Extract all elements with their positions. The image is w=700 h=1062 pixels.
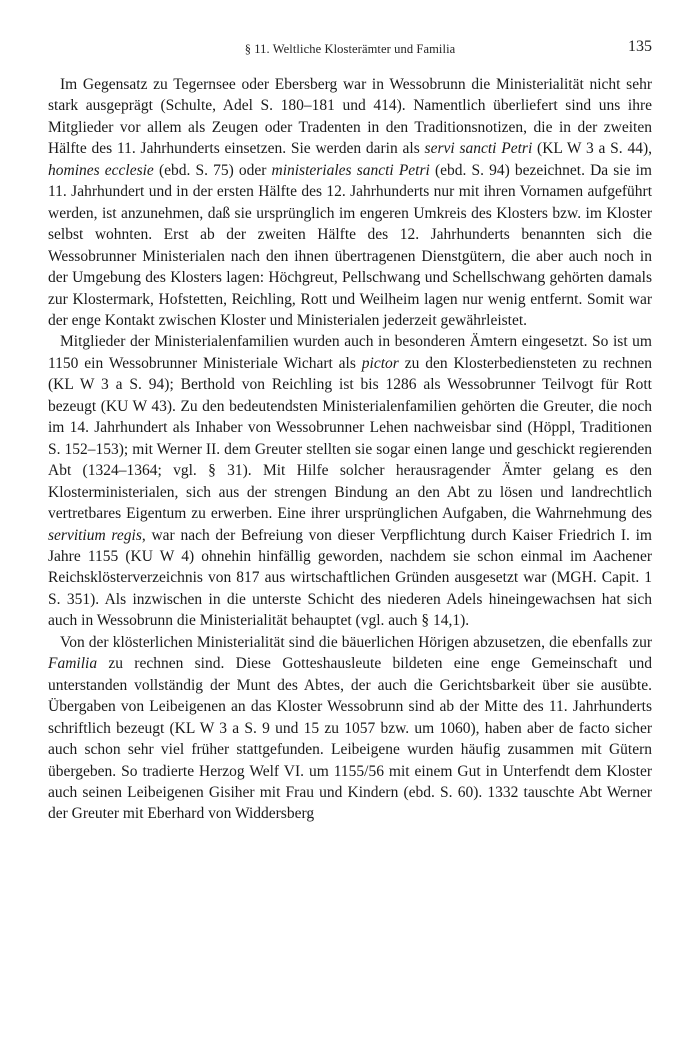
latin-term: servitium regis	[48, 526, 142, 544]
text-run: zu den Klosterbediensteten zu rechnen (KL W 3 a S. 94); Berthold von Reichling ist bis 1286 als Wessobrunner Teilvogt für Rott bezeugt (KU W 43). Zu den bedeutendsten Ministerialenfamilien gehörten die Greuter, die noch im 14. Jahrhundert als Inhaber von Wessobrunner Lehen nachweisbar sind (Höppl, Traditionen S. 152–153); mit Werner II. dem Greuter stellten sie sogar einen lange und geschickt regierenden Abt (1324–1364; vgl. § 31). Mit Hilfe solcher herausragender Ämter gelang es den Klosterministerialen, sich aus der strengen Bindung an den Abt zu lösen und landrechtlich vertretbares Eigentum zu erwerben. Eine ihrer ursprünglichen Aufgaben, die Wahrnehmung des	[48, 354, 652, 523]
text-run: zu rechnen sind. Diese Gotteshausleute bildeten eine enge Gemeinschaft und unterstanden vollständig der Munt des Abtes, der auch die Gerichtsbarkeit über sie ausübte. Übergaben von Leibeigenen an das Kloster Wessobrunn sind ab der Mitte des 11. Jahrhunderts schriftlich bezeugt (KL W 3 a S. 9 und 15 zu 1057 bzw. um 1060), haben aber de facto sicher auch schon sehr viel früher stattgefunden. Leibeigene wurden häufig zusammen mit Gütern übergeben. So tradierte Herzog Welf VI. um 1155/56 mit einem Gut in Unterfendt dem Kloster auch seinen Leibeigenen Gisiher mit Frau und Kindern (ebd. S. 60). 1332 tauschte Abt Werner der Greuter mit Eberhard von Widdersberg	[48, 655, 652, 823]
paragraph-offices	[48, 331, 652, 631]
latin-term: homines ecclesie	[48, 161, 154, 179]
text-run: Von der klösterlichen Ministerialität sind die bäuerlichen Hörigen abzusetzen, die ebenfalls zur	[60, 633, 652, 651]
latin-term: Familia	[48, 655, 98, 673]
text-run: , war nach der Befreiung von dieser Verpflichtung durch Kaiser Friedrich I. im Jahre 1155 (KU W 4) ohnehin hinfällig geworden, nachdem sie schon einmal im Aachener Reichsklösterverzeichnis von 817 aus wirtschaftlichen Gründen ausgesetzt war (MGH. Capit. 1 S. 351). Als inzwischen in die unterste Schicht des niederen Adels hineingewachsen hat sich auch in Wessobrunn die Ministerialität behauptet (vgl. auch § 14,1).	[48, 526, 652, 630]
latin-term: ministeriales sancti Petri	[271, 161, 430, 179]
latin-term: servi sancti Petri	[424, 140, 533, 158]
running-head	[48, 38, 652, 60]
text-run: Im Gegensatz zu Tegernsee oder Ebersberg war in Wessobrunn die Ministerialität nicht sehr stark ausgeprägt (Schulte, Adel S. 180–181 und 414). Namentlich überliefert sind uns ihre Mitglieder vor allem als Zeugen oder Tradenten in den Traditionsnotizen, die in der zweiten Hälfte des 11. Jahrhunderts einsetzen. Sie werden darin als	[48, 76, 652, 158]
paragraph-ministeriality	[48, 74, 652, 331]
text-run: (ebd. S. 75) oder	[153, 161, 272, 179]
page-number: 135	[628, 38, 652, 55]
paragraph-familia	[48, 632, 652, 825]
latin-term: pictor	[361, 354, 399, 372]
text-run: Mitglieder der Ministerialenfamilien wurden auch in besonderen Ämtern eingesetzt. So ist um 1150 ein Wessobrunner Ministeriale Wichart als	[48, 333, 652, 372]
body-text	[48, 74, 652, 825]
text-run: (KL W 3 a S. 44),	[532, 140, 652, 158]
text-run: (ebd. S. 94) bezeichnet. Da sie im 11. Jahrhundert und in der ersten Hälfte des 12. Jahrhunderts nur mit ihren Vornamen aufgeführt werden, ist anzunehmen, daß sie ursprünglich im engeren Umkreis des Klosters bzw. im Kloster selbst wohnten. Erst ab der zweiten Hälfte des 12. Jahrhunderts benannten sich die Wessobrunner Ministerialen nach den ihnen übertragenen Dienstgütern, die aber auch noch in der Umgebung des Klosters lagen: Höchgreut, Pellschwang und Schellschwang gehörten damals zur Klostermark, Hofstetten, Reichling, Rott und Weilheim lagen nur wenig entfernt. Somit war der enge Kontakt zwischen Kloster und Ministerialen jederzeit gewährleistet.	[48, 161, 652, 329]
section-title: § 11. Weltliche Klosterämter und Familia	[244, 42, 456, 56]
